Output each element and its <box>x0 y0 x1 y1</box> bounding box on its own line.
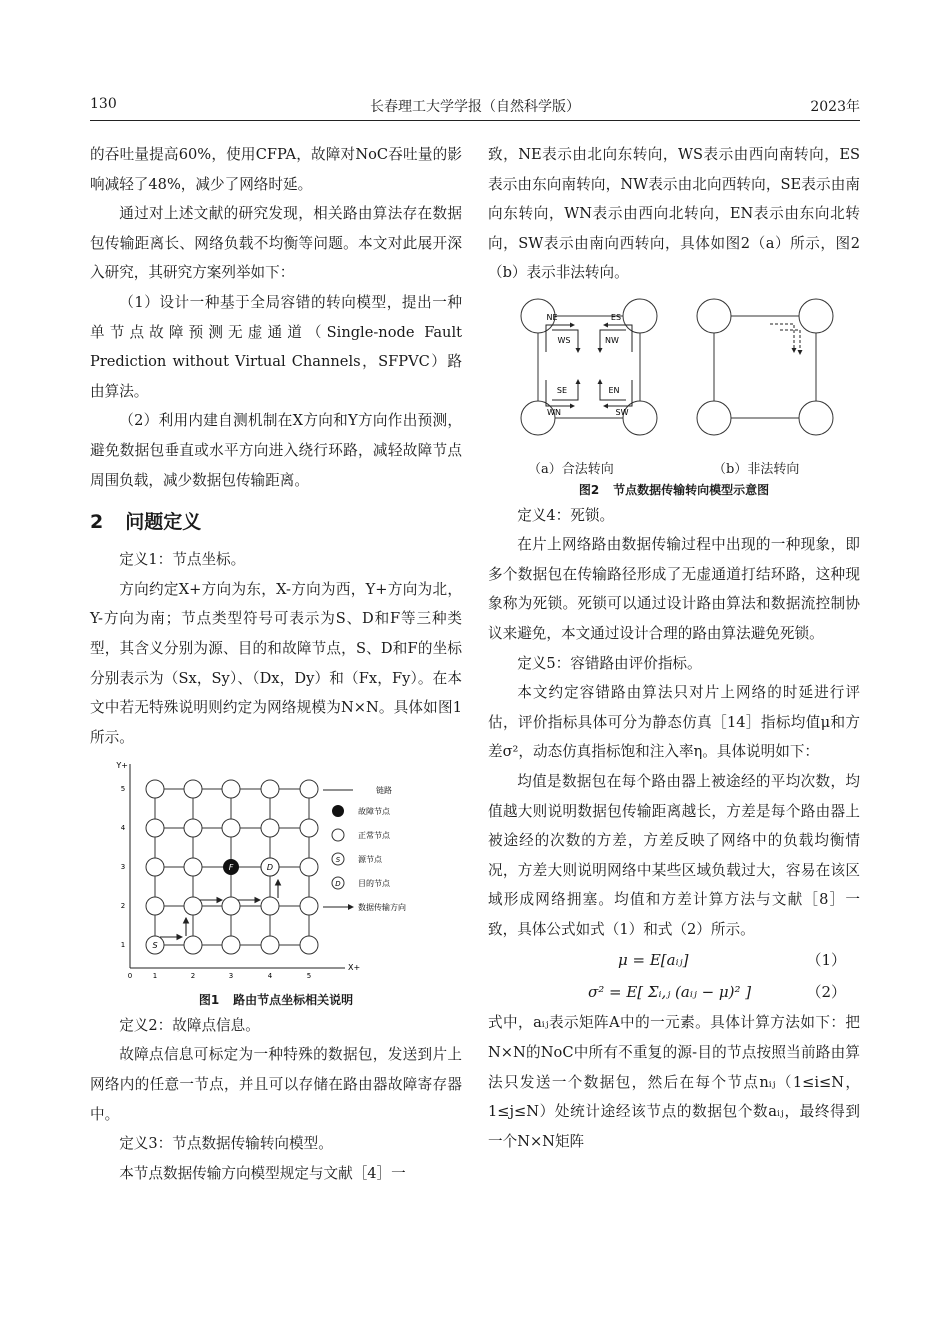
router-node <box>261 936 279 954</box>
equation-1-number: （1） <box>806 950 846 969</box>
router-node <box>184 858 202 876</box>
turn-label: NW <box>605 335 619 345</box>
illegal-turns-square <box>714 316 816 418</box>
figure-1-title: 路由节点坐标相关说明 <box>233 992 354 1007</box>
router-node <box>222 936 240 954</box>
router-node <box>300 936 318 954</box>
section-title: 问题定义 <box>125 511 202 534</box>
router-node <box>799 299 833 333</box>
router-node <box>623 299 657 333</box>
router-node <box>146 819 164 837</box>
definition-heading: 定义5：容错路由评价指标。 <box>517 654 702 672</box>
paragraph: （2）利用内建自测机制在X方向和Y方向作出预测，避免数据包垂直或水平方向进入绕行环路，减轻故障节点周围负载，减少数据包传输距离。 <box>90 412 462 489</box>
x-tick: 0 <box>127 972 133 981</box>
paragraph: 通过对上述文献的研究发现，相关路由算法存在数据包传输距离长、网络负载不均衡等问题。本文对此展开深入研究，其研究方案列举如下： <box>90 205 462 282</box>
x-tick: 5 <box>306 972 312 981</box>
fault-node-label: F <box>228 863 234 873</box>
paragraph: 本文约定容错路由算法只对片上网络的时延进行评估，评价指标具体可分为静态仿真［14］指标均值μ和方差σ²，动态仿真指标饱和注入率η。具体说明如下： <box>488 684 860 761</box>
publication-year: 2023年 <box>810 99 860 115</box>
router-node <box>184 819 202 837</box>
y-tick: 5 <box>120 785 126 794</box>
router-node <box>261 819 279 837</box>
x-tick: 2 <box>190 972 196 981</box>
section-heading <box>90 507 462 537</box>
equation-2-body: σ² = E[ Σᵢ,ⱼ (aᵢⱼ − μ)² ] <box>588 982 752 1001</box>
definition-heading: 定义4：死锁。 <box>517 506 615 524</box>
page-number: 130 <box>90 96 117 112</box>
figure-1-diagram <box>90 758 462 981</box>
header-rule <box>90 120 860 121</box>
section-number: 2 <box>90 511 104 534</box>
illegal-turn-arrows <box>770 324 800 354</box>
turn-label: SW <box>615 407 629 417</box>
y-tick: 2 <box>120 902 126 911</box>
y-tick: 4 <box>120 824 126 833</box>
paragraph: 本节点数据传输方向模型规定与文献［4］一 <box>119 1164 406 1182</box>
turn-label: WS <box>557 335 571 345</box>
router-node <box>300 897 318 915</box>
router-node <box>184 780 202 798</box>
router-node <box>146 780 164 798</box>
legal-turns-square <box>538 316 640 418</box>
router-node <box>222 780 240 798</box>
turn-label: SE <box>556 385 568 395</box>
equation-2-number: （2） <box>806 982 846 1001</box>
y-tick: 1 <box>120 941 126 950</box>
x-tick: 3 <box>228 972 234 981</box>
router-node <box>146 897 164 915</box>
paragraph: 式中，aᵢⱼ表示矩阵A中的一元素。具体计算方法如下：把N×N的NoC中所有不重复的源-目的节点按照当前路由算法只发送一个数据包，然后在每个节点nᵢⱼ（1≤i≤N，1≤j≤N）处统计途经该节点的数据包个数aᵢⱼ，最终得到一个N×N矩阵 <box>488 1014 860 1150</box>
router-node <box>222 819 240 837</box>
legend-source: 源节点 <box>358 855 382 865</box>
turn-label: ES <box>610 312 622 322</box>
equation-2 <box>488 976 860 1008</box>
paragraph: 致，NE表示由北向东转向，WS表示由西向南转向，ES表示由东向南转向，NW表示由北向西转向，SE表示由南向东转向，WN表示由西向北转向，EN表示由东向北转向，SW表示由南向西转向，具体如图2（a）所示，图2（b）表示非法转向。 <box>488 146 860 282</box>
equation-1-body: μ = E[aᵢⱼ] <box>618 950 689 969</box>
y-axis-label: Y+ <box>116 761 128 771</box>
router-node <box>697 299 731 333</box>
legend-normal: 正常节点 <box>358 831 390 841</box>
legend-link: 链路 <box>376 786 392 796</box>
y-tick: 3 <box>120 863 126 872</box>
router-node <box>184 936 202 954</box>
legend-fault-symbol <box>332 805 344 817</box>
legend-fault: 故障节点 <box>358 807 390 817</box>
router-node <box>799 401 833 435</box>
router-node <box>146 858 164 876</box>
turn-label: NE <box>546 312 558 322</box>
paragraph: 方向约定X+方向为东，X-方向为西，Y+方向为北，Y-方向为南；节点类型符号可表示为S、D和F等三种类型，其含义分别为源、目的和故障节点，S、D和F的坐标分别表示为（Sx，Sy）、（Dx，Dy）和（Fx，Fy）。在本文中若无特殊说明则约定为网络规模为N×N。具体如图1所示。 <box>90 580 462 746</box>
figure-2-title: 节点数据传输转向模型示意图 <box>613 482 770 497</box>
figure-2-label: 图2 <box>578 482 600 497</box>
transmission-path <box>160 880 278 937</box>
right-column <box>488 140 860 1156</box>
paragraph: 在片上网络路由数据传输过程中出现的一种现象，即多个数据包在传输路径形成了无虚通道打结环路，这种现象称为死锁。死锁可以通过设计路由算法和数据流控制协议来避免，本文通过设计合理的路由算法避免死锁。 <box>488 536 860 642</box>
turn-label: WN <box>547 407 561 417</box>
figure-1 <box>90 758 462 1011</box>
legend-direction: 数据传输方向 <box>358 903 406 913</box>
figure-2-subcaptions <box>488 455 860 479</box>
definition-heading: 定义3：节点数据传输转向模型。 <box>119 1135 333 1153</box>
router-node <box>222 897 240 915</box>
paragraph: 故障点信息可标定为一种特殊的数据包，发送到片上网络内的任意一节点，并且可以存储在路由器故障寄存器中。 <box>90 1046 462 1123</box>
router-node <box>697 401 731 435</box>
router-node <box>300 858 318 876</box>
figure-2-diagram <box>488 294 860 444</box>
source-node-label: S <box>152 941 158 951</box>
journal-title: 长春理工大学学报（自然科学版） <box>370 99 580 115</box>
subcaption-b: （b）非法转向 <box>713 461 800 477</box>
paragraph: 的吞吐量提高60%，使用CFPA，故障对NoC吞吐量的影响减轻了48%，减少了网络时延。 <box>90 146 462 193</box>
legend-dest-symbol-label: D <box>335 880 341 889</box>
figure-1-label: 图1 <box>198 992 220 1007</box>
paragraph: 均值是数据包在每个路由器上被途经的平均次数，均值越大则说明数据包传输距离越长，方差是每个路由器上被途经的次数的方差，方差反映了网络中的负载均衡情况，方差大则说明网络中某些区域负载过大，容易在该区域形成网络拥塞。均值和方差计算方法与文献［8］一致，具体公式如式（1）和式（2）所示。 <box>488 772 860 938</box>
figure-1-caption <box>90 989 462 1011</box>
router-node <box>300 780 318 798</box>
legend-normal-symbol <box>332 829 344 841</box>
x-axis-label: X+ <box>348 963 361 973</box>
x-tick: 1 <box>152 972 158 981</box>
definition-heading: 定义1：节点坐标。 <box>119 551 246 569</box>
destination-node-label: D <box>266 863 274 873</box>
router-node <box>300 819 318 837</box>
subcaption-a: （a）合法转向 <box>528 461 614 477</box>
legend-source-symbol-label: S <box>335 856 341 865</box>
router-node <box>261 780 279 798</box>
router-node <box>261 897 279 915</box>
definition-heading: 定义2：故障点信息。 <box>119 1016 260 1034</box>
turn-label: EN <box>608 385 620 395</box>
paragraph: （1）设计一种基于全局容错的转向模型，提出一种单节点故障预测无虚通道（Single-node Fault Prediction without Virtual Channels，SFPVC）路由算法。 <box>90 293 462 400</box>
equation-1 <box>488 944 860 976</box>
page-header <box>90 96 860 118</box>
router-node <box>184 897 202 915</box>
legend-dest: 目的节点 <box>358 879 390 889</box>
figure-2 <box>488 294 860 501</box>
x-tick: 4 <box>267 972 273 981</box>
left-column <box>90 140 462 1188</box>
